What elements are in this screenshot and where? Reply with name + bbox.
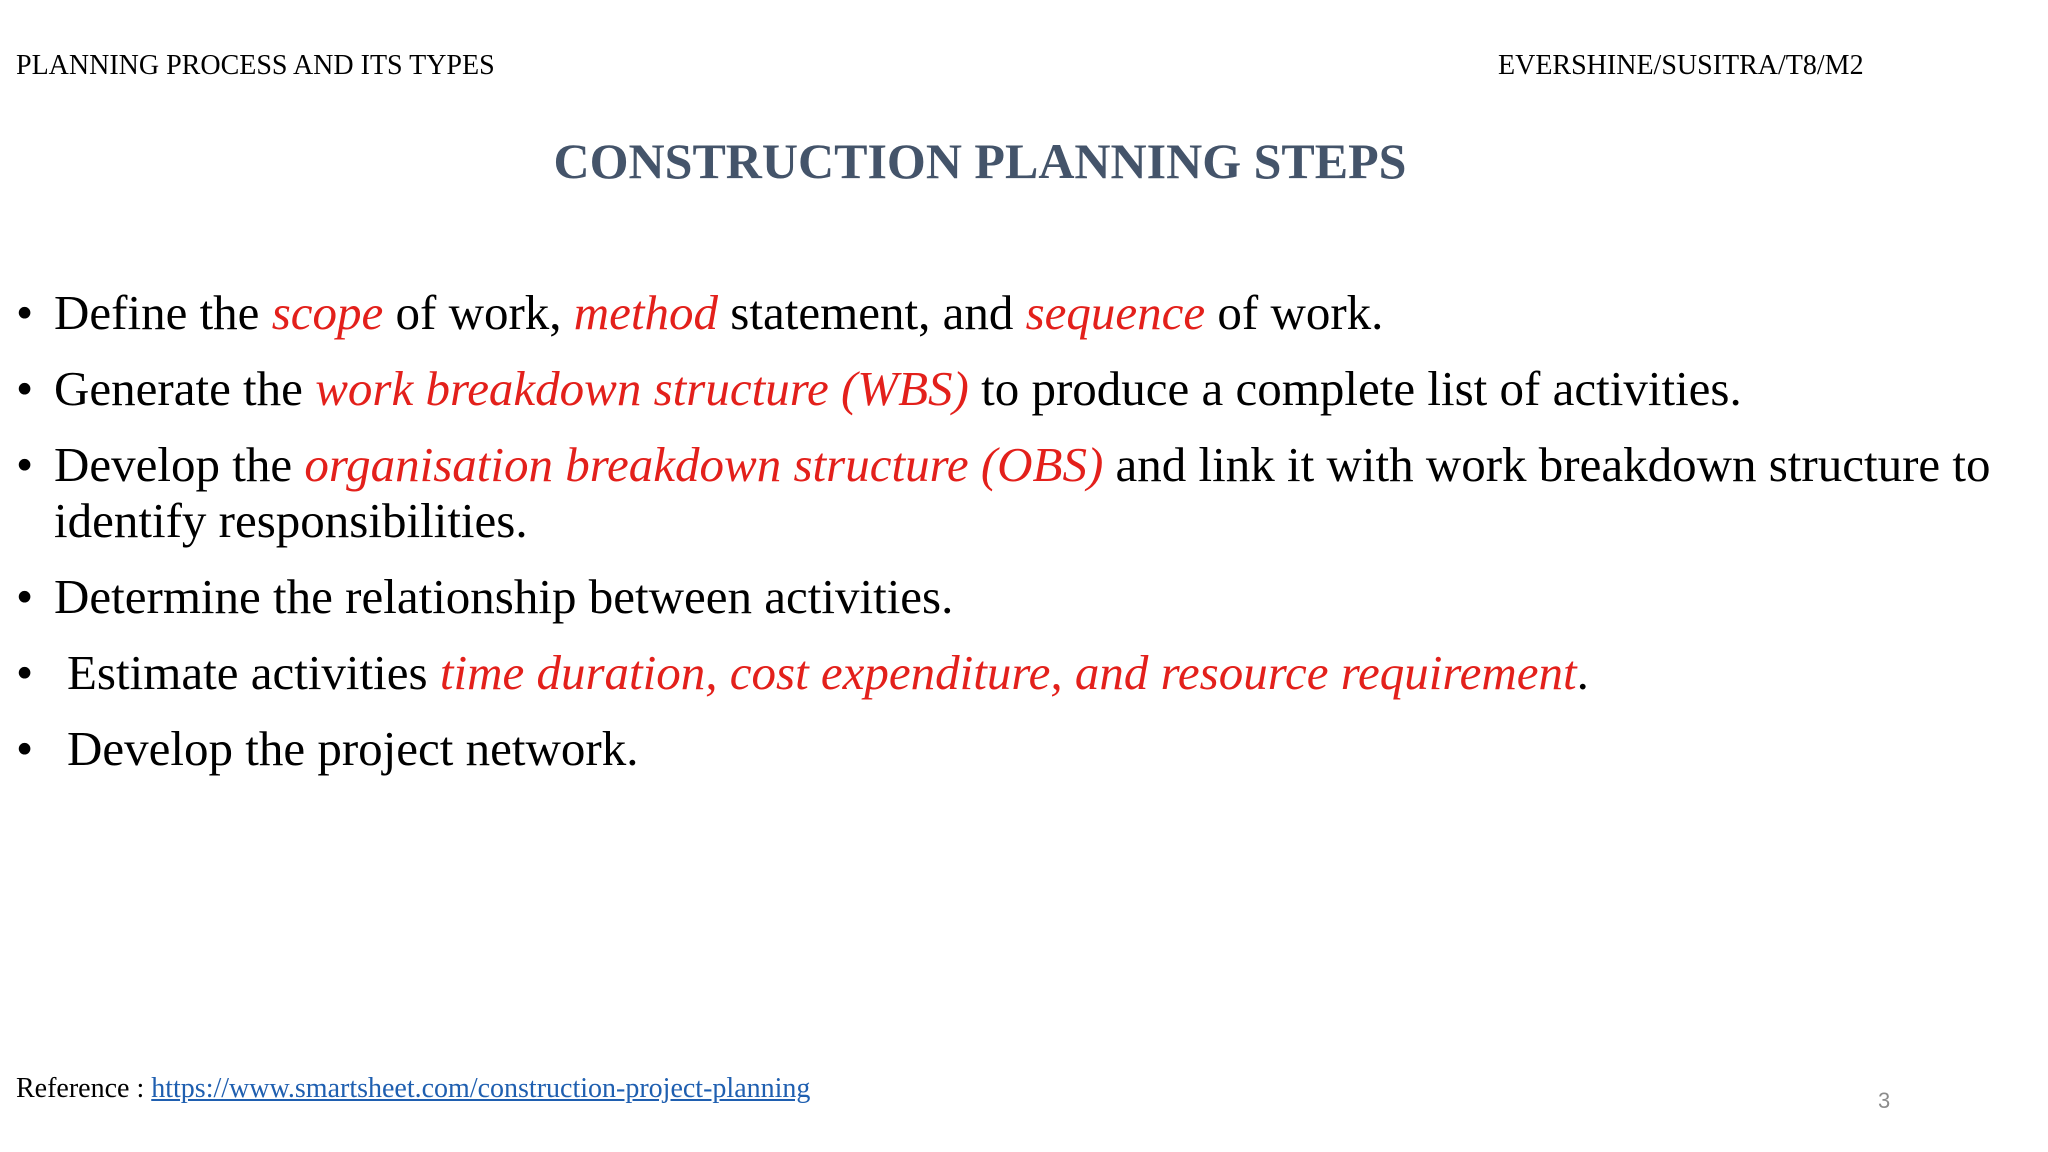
emphasis-text: time duration, cost expenditure, and resource requirement <box>439 645 1577 700</box>
bullet-item-5 <box>14 645 2048 701</box>
emphasis-text: work breakdown structure (WBS) <box>315 361 969 416</box>
bullet-text: Define the <box>54 285 272 340</box>
bullet-text: to produce a complete list of activities. <box>968 361 1742 416</box>
bullet-text: Estimate activities <box>67 645 440 700</box>
bullet-text: Generate the <box>54 361 316 416</box>
emphasis-text: organisation breakdown structure (OBS) <box>304 437 1104 492</box>
bullet-dot: • <box>16 437 34 492</box>
bullet-text: and link it with work breakdown structure to identify responsibilities. <box>54 437 1991 548</box>
bullet-item-1 <box>14 285 2048 341</box>
bullet-text: Develop the project network. <box>67 721 639 776</box>
bullet-text: . <box>1576 645 1589 700</box>
bullet-item-4 <box>14 569 2048 625</box>
reference <box>16 1073 810 1105</box>
bullet-list <box>14 285 2048 797</box>
bullet-text: Develop the <box>54 437 305 492</box>
emphasis-text: sequence <box>1025 285 1206 340</box>
bullet-item-2 <box>14 361 2048 417</box>
page-number: 3 <box>1878 1088 1891 1113</box>
bullet-item-3 <box>14 437 2048 549</box>
reference-label: Reference : <box>16 1073 152 1104</box>
bullet-text: of work, <box>383 285 574 340</box>
bullet-item-6 <box>14 721 2048 777</box>
bullet-dot: • <box>16 645 34 700</box>
header-right-text: EVERSHINE/SUSITRA/T8/M2 <box>1498 50 1864 81</box>
bullet-dot: • <box>16 361 34 416</box>
bullet-dot: • <box>16 285 34 340</box>
bullet-dot: • <box>16 569 34 624</box>
slide-title: CONSTRUCTION PLANNING STEPS <box>553 133 1407 189</box>
bullet-text: Determine the relationship between activities. <box>54 569 954 624</box>
reference-link[interactable]: https://www.smartsheet.com/construction-project-planning <box>151 1073 811 1104</box>
bullet-dot: • <box>16 721 34 776</box>
emphasis-text: method <box>573 285 719 340</box>
bullet-text: statement, and <box>718 285 1026 340</box>
header-left-text: PLANNING PROCESS AND ITS TYPES <box>16 50 495 81</box>
emphasis-text: scope <box>271 285 384 340</box>
bullet-text: of work. <box>1205 285 1384 340</box>
